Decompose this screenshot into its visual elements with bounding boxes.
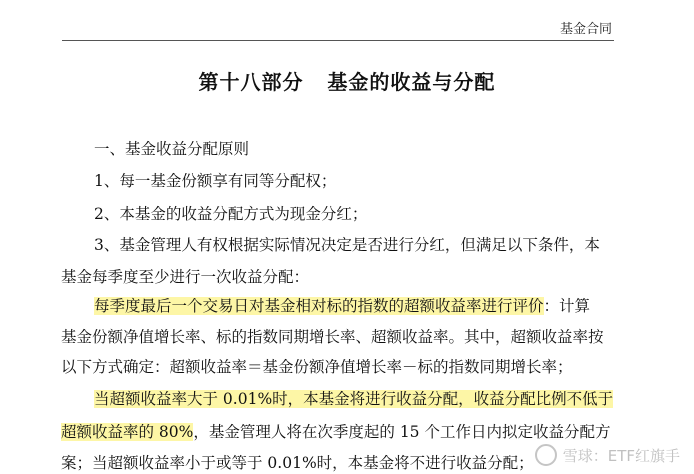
body-line [61,266,621,288]
section-title: 第十八部分 基金的收益与分配 [198,70,496,94]
highlighted-text: 当超额收益率大于 0.01%时，本基金将进行收益分配，收益分配比例不低于 [94,390,614,408]
body-line [61,295,654,317]
body-line [61,326,621,348]
body-line [61,388,654,410]
body-line [61,170,654,192]
body-line [61,234,654,256]
watermark [535,444,680,466]
xueqiu-logo-icon [535,444,557,466]
text-segment: 以下方式确定：超额收益率＝基金份额净值增长率－标的指数同期增长率； [61,358,573,376]
body-line [61,203,654,225]
watermark-text: 雪球：ETF红旗手 [562,446,680,465]
text-segment: 2、本基金的收益分配方式为现金分红； [94,205,368,223]
text-segment: ，基金管理人将在次季度起的 15 个工作日内拟定收益分配方 [193,423,611,441]
text-segment: 一、基金收益分配原则 [94,140,250,158]
text-segment: 3、基金管理人有权根据实际情况决定是否进行分红，但满足以下条件，本 [94,236,600,254]
body-line [61,356,621,378]
header-rule [62,40,614,41]
text-segment: ：计算 [543,297,591,315]
highlighted-text: 超额收益率的 80% [61,423,194,441]
text-segment: 基金份额净值增长率、标的指数同期增长率、超额收益率。其中，超额收益率按 [61,328,604,346]
text-segment: 1、每一基金份额享有同等分配权； [94,172,337,190]
text-segment: 案；当超额收益率小于或等于 0.01%时，本基金将不进行收益分配； [61,454,534,472]
body-line [61,138,654,160]
header-label: 基金合同 [559,22,612,37]
text-segment: 基金每季度至少进行一次收益分配： [61,268,310,286]
highlighted-text: 每季度最后一个交易日对基金相对标的指数的超额收益率进行评价 [94,297,544,315]
body-line [61,421,621,443]
